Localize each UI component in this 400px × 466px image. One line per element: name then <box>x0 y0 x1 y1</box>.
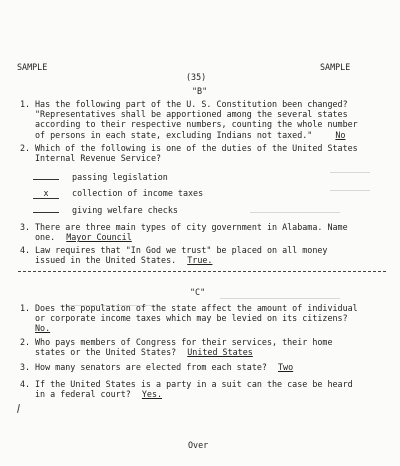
question-text: Law requires that "In God we trust" be placed on all money <box>35 245 328 255</box>
margin-mark <box>17 404 20 413</box>
question-text: Has the following part of the U. S. Constitution been changed? <box>35 99 348 109</box>
option-mark-blank <box>33 188 59 199</box>
question-text: Internal Revenue Service? <box>35 153 162 164</box>
question-number: 4. <box>20 245 31 255</box>
section-divider <box>18 271 386 272</box>
header-sample-right: SAMPLE <box>320 62 351 72</box>
answer-blank <box>33 179 59 180</box>
handwritten-answer: True. <box>187 255 213 266</box>
handwritten-answer: Mayor Council <box>66 232 132 243</box>
option-text: giving welfare checks <box>72 205 178 215</box>
question-text: There are three main types of city government in Alabama. Name <box>35 222 348 232</box>
handwritten-answer: Yes. <box>141 389 163 400</box>
bleed-through-mark <box>250 212 340 213</box>
question-text: How many senators are elected from each state? <box>35 362 267 372</box>
handwritten-answer: No <box>335 129 346 140</box>
question-number: 3. <box>20 362 31 372</box>
option-row <box>33 205 178 215</box>
section-b-label: "B" <box>192 86 208 96</box>
question-b1 <box>20 99 388 140</box>
option-mark: x <box>43 188 49 198</box>
question-number: 2. <box>20 337 31 347</box>
option-row <box>33 188 203 199</box>
question-b4 <box>20 245 388 265</box>
question-number: 1. <box>20 303 31 313</box>
question-text: of persons in each state, excluding Indians not taxed." <box>35 129 313 140</box>
question-c2 <box>20 337 388 357</box>
question-text: Which of the following is one of the duties of the United States <box>35 143 358 153</box>
handwritten-answer: No. <box>35 323 51 334</box>
question-b2 <box>20 143 388 163</box>
bleed-through-mark <box>330 172 370 173</box>
question-number: 1. <box>20 99 31 109</box>
question-text: issued in the United States. <box>35 255 177 266</box>
section-c-label: "C" <box>190 287 206 297</box>
question-text: Who pays members of Congress for their services, their home <box>35 337 333 347</box>
handwritten-answer: United States <box>187 347 253 358</box>
question-text: states or the United States? <box>35 347 177 358</box>
question-text: or corporate income taxes which may be levied on its citizens? <box>35 313 348 324</box>
question-text: one. <box>35 232 56 243</box>
question-number: 3. <box>20 222 31 232</box>
question-c3 <box>20 362 388 372</box>
answer-blank <box>33 212 59 213</box>
question-number: 4. <box>20 379 31 389</box>
footer-over: Over <box>188 440 209 450</box>
question-text: according to their respective numbers, counting the whole number <box>35 119 358 130</box>
question-text: If the United States is a party in a suit can the case be heard <box>35 379 353 389</box>
question-text: in a federal court? <box>35 389 131 400</box>
question-c4 <box>20 379 388 399</box>
page-number: (35) <box>186 72 207 82</box>
question-c1 <box>20 303 388 334</box>
bleed-through-mark <box>220 298 340 299</box>
question-b3 <box>20 222 388 242</box>
question-text: "Representatives shall be apportioned among the several states <box>35 109 348 120</box>
header-sample-left: SAMPLE <box>17 62 48 72</box>
question-number: 2. <box>20 143 31 153</box>
option-text: passing legislation <box>72 172 168 182</box>
option-text: collection of income taxes <box>72 188 204 198</box>
bleed-through-mark <box>330 190 370 191</box>
option-row <box>33 172 168 182</box>
handwritten-answer: Two <box>278 362 294 372</box>
question-text: Does the population of the state affect the amount of individual <box>35 303 358 313</box>
